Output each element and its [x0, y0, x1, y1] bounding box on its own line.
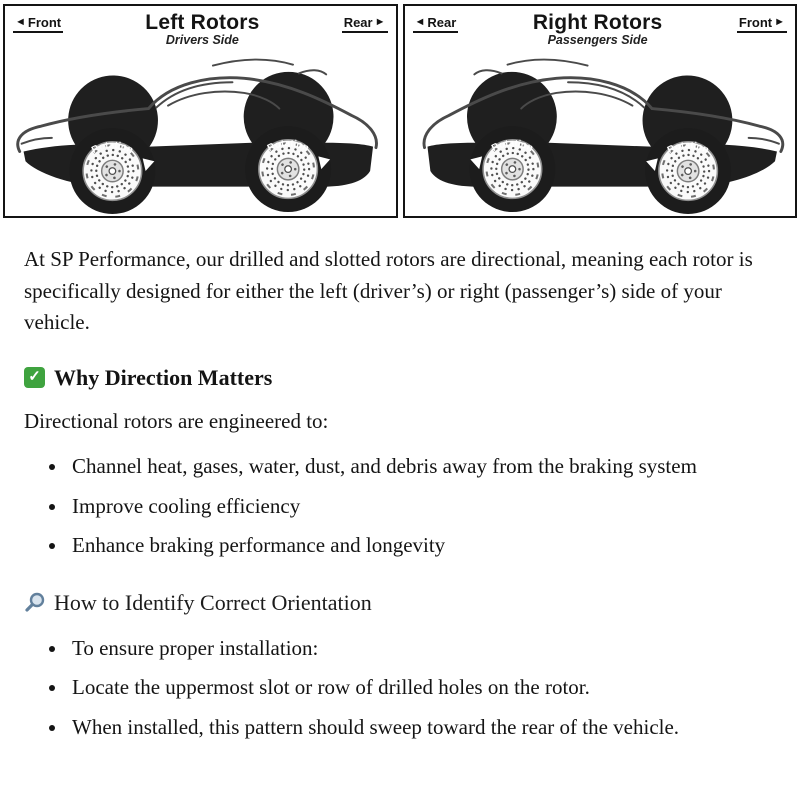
left-panel-titles [145, 11, 259, 48]
arrow-left-icon: ◄ [15, 16, 26, 28]
rotation-label: Rotation [89, 140, 135, 157]
car-illustration-right [405, 50, 796, 214]
rear-label: Rear [427, 15, 457, 30]
panel-subtitle: Passengers Side [547, 33, 648, 48]
rotation-label: Rotation [489, 138, 535, 155]
list-item: • Locate the uppermost slot or row of drilled holes on the rotor. [68, 672, 776, 704]
arrow-right-icon: ► [774, 16, 785, 28]
panel-subtitle: Drivers Side [165, 33, 239, 48]
right-rotors-panel [403, 4, 798, 218]
right-panel-header [405, 6, 796, 50]
rear-wheel-rotor [469, 126, 555, 212]
arrow-right-icon: ► [374, 16, 386, 28]
arrow-left-icon: ◄ [414, 16, 426, 28]
left-panel-header [5, 6, 396, 50]
list-item: • Enhance braking performance and longevity [68, 530, 776, 562]
rotation-label: Rotation [665, 140, 711, 157]
magnifier-icon [24, 591, 46, 613]
orientation-list [48, 633, 776, 744]
rotation-label: Rotation [265, 138, 311, 155]
orientation-heading-text: How to Identify Correct Orientation [54, 589, 372, 615]
orientation-heading [24, 586, 776, 619]
front-direction-arrow [737, 14, 787, 33]
rear-direction-arrow [342, 14, 388, 33]
front-label: Front [27, 15, 62, 30]
left-rotors-panel [3, 4, 398, 218]
car-illustration-left [5, 50, 396, 214]
list-item: • To ensure proper installation: [68, 633, 776, 665]
front-label: Front [738, 15, 773, 30]
front-direction-arrow [13, 14, 63, 33]
check-icon: ✓ [24, 367, 45, 388]
why-direction-heading [24, 361, 776, 394]
panel-title: Right Rotors [532, 11, 663, 34]
rear-wheel-rotor [245, 126, 331, 212]
why-direction-lead: Directional rotors are engineered to: [24, 408, 329, 433]
list-item: • When installed, this pattern should sweep toward the rear of the vehicle. [68, 712, 776, 744]
panel-title: Left Rotors [145, 11, 260, 34]
article [0, 218, 800, 743]
rotor-direction-diagram [0, 0, 800, 218]
rear-direction-arrow [413, 14, 459, 33]
front-wheel-rotor [69, 128, 155, 214]
rear-label: Rear [343, 15, 373, 30]
why-direction-list [48, 451, 776, 562]
front-wheel-rotor [645, 128, 731, 214]
right-panel-titles [533, 11, 663, 48]
list-item: • Improve cooling efficiency [68, 491, 776, 523]
intro-paragraph: At SP Performance, our drilled and slotted rotors are directional, meaning each rotor is specifically designed for either the left (driver’s) or right (passenger’s) side of your vehicle. [24, 247, 753, 334]
list-item: • Channel heat, gases, water, dust, and debris away from the braking system [68, 451, 776, 483]
why-direction-heading-text: Why Direction Matters [54, 364, 273, 390]
